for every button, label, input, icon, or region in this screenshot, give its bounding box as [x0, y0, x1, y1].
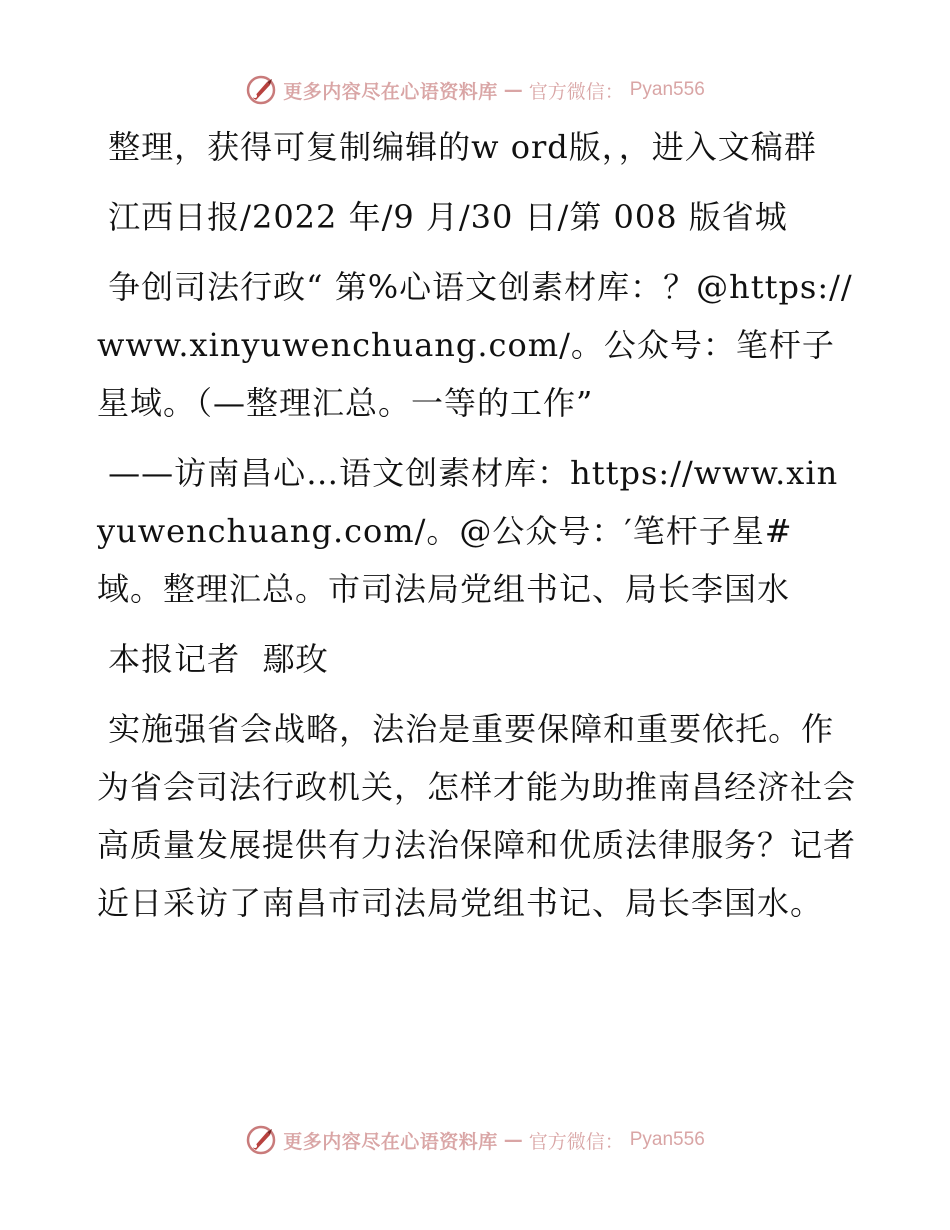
watermark-wechat-id: Pyan556 — [629, 79, 705, 100]
document-body — [97, 118, 857, 944]
paragraph-intro: 整理，获得可复制编辑的w ord版，，进入文稿群 — [97, 128, 817, 166]
paragraph-byline: 本报记者 鄢玫 — [97, 640, 329, 678]
paragraph-headline: 争创司法行政“ 第%心语文创素材库：？@https://www.xinyuwenchuang.com/。公众号：笔杆子星域。（—整理汇总。一等的工作” — [97, 268, 853, 422]
watermark-dash: — — [503, 1129, 523, 1151]
watermark-official-label: 官方微信： — [528, 1130, 624, 1153]
footer-watermark — [0, 1120, 950, 1160]
watermark-text: 更多内容尽在心语资料库 — [283, 1130, 498, 1153]
paragraph-source: 江西日报/2022 年/9 月/30 日/第 008 版省城 — [97, 198, 788, 236]
watermark-official-label: 官方微信： — [528, 80, 624, 103]
header-watermark — [0, 70, 950, 110]
watermark-dash: — — [503, 79, 523, 101]
watermark-wechat-id: Pyan556 — [629, 1129, 705, 1150]
paragraph-subheadline: ——访南昌心…语文创素材库：https://www.xinyuwenchuang.com/。@公众号：′笔杆子星#域。整理汇总。市司法局党组书记、局长李国水 — [97, 454, 839, 608]
quill-pen-logo-icon — [245, 74, 277, 106]
quill-pen-logo-icon — [245, 1124, 277, 1156]
watermark-text: 更多内容尽在心语资料库 — [283, 80, 498, 103]
paragraph-lead: 实施强省会战略，法治是重要保障和重要依托。作为省会司法行政机关，怎样才能为助推南昌经济社会高质量发展提供有力法治保障和优质法律服务？记者近日采访了南昌市司法局党组书记、局长李国水。 — [97, 710, 857, 922]
